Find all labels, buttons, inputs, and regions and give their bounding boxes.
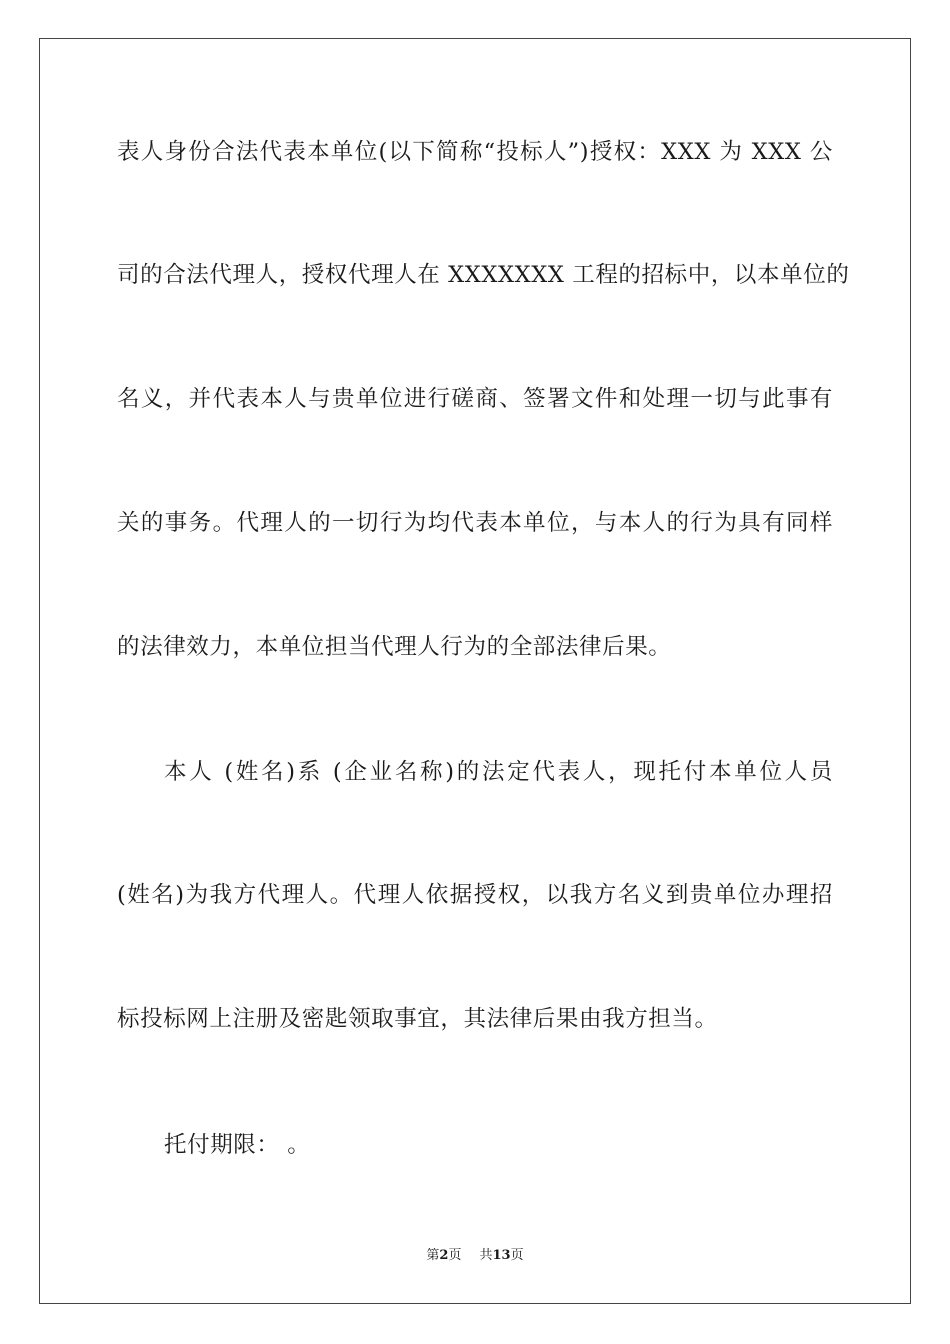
body-line-4: 关的事务。代理人的一切行为均代表本单位，与本人的行为具有同样 bbox=[117, 510, 833, 536]
body-line-9: 托付期限： 。 bbox=[164, 1132, 311, 1158]
footer-total-number: 13 bbox=[492, 1248, 511, 1263]
body-line-2: 司的合法代理人，授权代理人在 XXXXXXX 工程的招标中，以本单位的 bbox=[117, 262, 850, 288]
body-line-5: 的法律效力，本单位担当代理人行为的全部法律后果。 bbox=[117, 634, 672, 660]
footer-page-number: 2 bbox=[439, 1248, 449, 1263]
footer-page-prefix: 第 bbox=[426, 1248, 440, 1263]
body-line-1: 表人身份合法代表本单位(以下简称“投标人”)授权：XXX 为 XXX 公 bbox=[117, 139, 833, 165]
body-line-8: 标投标网上注册及密匙领取事宜，其法律后果由我方担当。 bbox=[117, 1006, 718, 1032]
body-line-7: (姓名)为我方代理人。代理人依据授权，以我方名义到贵单位办理招 bbox=[117, 882, 833, 908]
body-line-3: 名义，并代表本人与贵单位进行磋商、签署文件和处理一切与此事有 bbox=[117, 386, 833, 412]
page-footer bbox=[0, 1247, 950, 1265]
footer-total-prefix: 共 bbox=[479, 1248, 493, 1263]
body-line-6: 本人 (姓名)系 (企业名称)的法定代表人，现托付本单位人员 bbox=[164, 759, 833, 785]
footer-total-suffix: 页 bbox=[510, 1248, 524, 1263]
page-border bbox=[39, 38, 911, 1304]
footer-page-suffix: 页 bbox=[448, 1248, 462, 1263]
